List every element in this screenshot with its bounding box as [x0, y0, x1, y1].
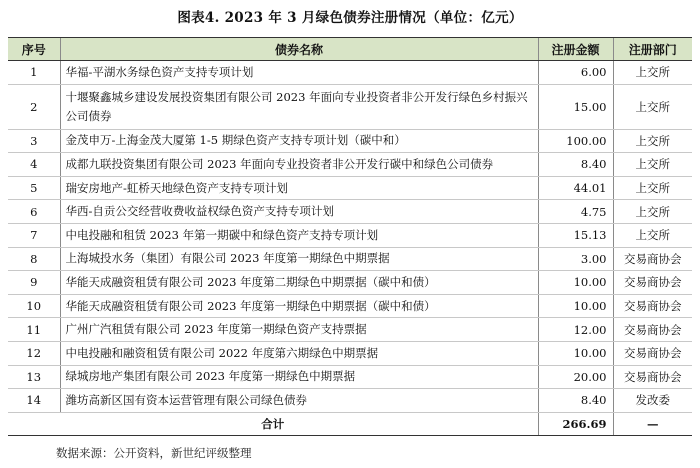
row-department: 交易商协会 — [613, 318, 692, 342]
figure-title: 图表4. 2023 年 3 月绿色债券注册情况（单位：亿元） — [177, 10, 523, 26]
data-source-note: 数据来源：公开资料，新世纪评级整理 — [56, 446, 252, 460]
table-row — [8, 365, 692, 389]
table-row — [8, 223, 692, 247]
row-bond-name: 潍坊高新区国有资本运营管理有限公司绿色债券 — [60, 389, 538, 413]
row-serial: 1 — [8, 61, 60, 85]
row-bond-name: 上海城投水务（集团）有限公司 2023 年度第一期绿色中期票据 — [60, 247, 538, 271]
table-row — [8, 84, 692, 129]
row-bond-name: 瑞安房地产-虹桥天地绿色资产支持专项计划 — [60, 176, 538, 200]
table-row — [8, 318, 692, 342]
row-amount: 20.00 — [538, 365, 613, 389]
row-department: 上交所 — [613, 223, 692, 247]
header-bond-name: 债券名称 — [60, 38, 538, 61]
row-amount: 100.00 — [538, 129, 613, 153]
row-amount: 44.01 — [538, 176, 613, 200]
row-amount: 10.00 — [538, 294, 613, 318]
total-department: — — [613, 412, 692, 436]
row-serial: 2 — [8, 84, 60, 129]
row-serial: 6 — [8, 200, 60, 224]
row-department: 上交所 — [613, 176, 692, 200]
green-bond-registration-table — [8, 37, 692, 436]
row-bond-name: 华能天成融资租赁有限公司 2023 年度第一期绿色中期票据（碳中和债） — [60, 294, 538, 318]
row-bond-name: 十堰聚鑫城乡建设发展投资集团有限公司 2023 年面向专业投资者非公开发行绿色乡村振兴公司债券 — [60, 84, 538, 129]
row-amount: 12.00 — [538, 318, 613, 342]
row-amount: 8.40 — [538, 153, 613, 177]
row-bond-name: 中电投融和租赁 2023 年第一期碳中和绿色资产支持专项计划 — [60, 223, 538, 247]
total-amount: 266.69 — [538, 412, 613, 436]
table-header-row — [8, 38, 692, 61]
row-amount: 10.00 — [538, 271, 613, 295]
bond-table-container — [8, 37, 692, 436]
table-row — [8, 61, 692, 85]
table-row — [8, 129, 692, 153]
row-serial: 7 — [8, 223, 60, 247]
header-serial: 序号 — [8, 38, 60, 61]
table-row — [8, 271, 692, 295]
row-serial: 11 — [8, 318, 60, 342]
row-department: 交易商协会 — [613, 365, 692, 389]
row-department: 交易商协会 — [613, 247, 692, 271]
row-bond-name: 绿城房地产集团有限公司 2023 年度第一期绿色中期票据 — [60, 365, 538, 389]
row-bond-name: 华西-自贡公交经营收费收益权绿色资产支持专项计划 — [60, 200, 538, 224]
total-label: 合计 — [8, 412, 538, 436]
row-serial: 5 — [8, 176, 60, 200]
row-amount: 15.00 — [538, 84, 613, 129]
table-row — [8, 341, 692, 365]
row-serial: 8 — [8, 247, 60, 271]
row-department: 上交所 — [613, 200, 692, 224]
table-row — [8, 200, 692, 224]
row-serial: 4 — [8, 153, 60, 177]
row-bond-name: 中电投融和融资租赁有限公司 2022 年度第六期绿色中期票据 — [60, 341, 538, 365]
row-department: 上交所 — [613, 153, 692, 177]
table-row — [8, 176, 692, 200]
row-bond-name: 广州广汽租赁有限公司 2023 年度第一期绿色资产支持票据 — [60, 318, 538, 342]
total-row — [8, 412, 692, 436]
row-serial: 9 — [8, 271, 60, 295]
row-amount: 6.00 — [538, 61, 613, 85]
row-bond-name: 成都九联投资集团有限公司 2023 年面向专业投资者非公开发行碳中和绿色公司债券 — [60, 153, 538, 177]
row-serial: 3 — [8, 129, 60, 153]
row-department: 发改委 — [613, 389, 692, 413]
row-amount: 10.00 — [538, 341, 613, 365]
row-amount: 4.75 — [538, 200, 613, 224]
row-department: 上交所 — [613, 129, 692, 153]
row-department: 交易商协会 — [613, 294, 692, 318]
row-department: 交易商协会 — [613, 271, 692, 295]
row-department: 交易商协会 — [613, 341, 692, 365]
row-department: 上交所 — [613, 84, 692, 129]
row-serial: 10 — [8, 294, 60, 318]
header-amount: 注册金额 — [538, 38, 613, 61]
row-serial: 12 — [8, 341, 60, 365]
row-serial: 13 — [8, 365, 60, 389]
row-bond-name: 金茂申万-上海金茂大厦第 1-5 期绿色资产支持专项计划（碳中和） — [60, 129, 538, 153]
row-amount: 8.40 — [538, 389, 613, 413]
header-department: 注册部门 — [613, 38, 692, 61]
row-bond-name: 华福-平湖水务绿色资产支持专项计划 — [60, 61, 538, 85]
row-department: 上交所 — [613, 61, 692, 85]
row-serial: 14 — [8, 389, 60, 413]
table-row — [8, 247, 692, 271]
table-row — [8, 389, 692, 413]
row-amount: 15.13 — [538, 223, 613, 247]
table-row — [8, 294, 692, 318]
row-bond-name: 华能天成融资租赁有限公司 2023 年度第二期绿色中期票据（碳中和债） — [60, 271, 538, 295]
table-row — [8, 153, 692, 177]
row-amount: 3.00 — [538, 247, 613, 271]
